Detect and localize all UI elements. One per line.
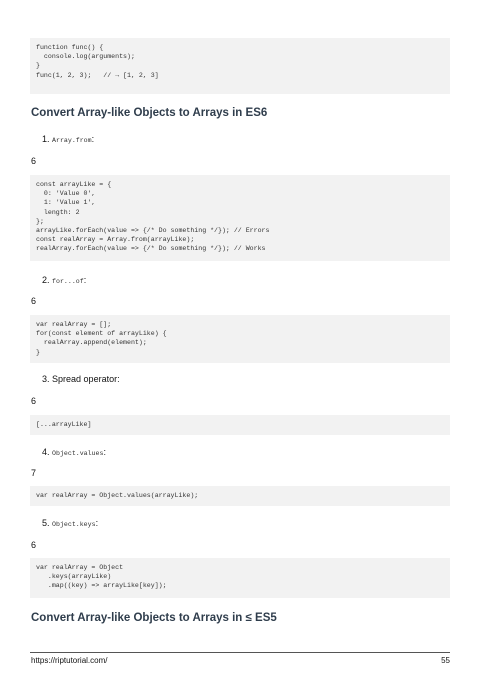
list-item-array-from — [42, 133, 94, 147]
code-block-array-from: const arrayLike = { 0: 'Value 0', 1: 'Value 1', length: 2 }; arrayLike.forEach(value => {/* Do something */}); // Errors const realArray = Array.from(arrayLike); realArray.forEach(value => {/* Do something */}); // Works — [30, 175, 450, 261]
code-block-func-arguments: function func() { console.log(arguments); } func(1, 2, 3); // → [1, 2, 3] — [30, 38, 450, 94]
list-item-object-keys — [42, 517, 98, 531]
version-label: 6 — [31, 296, 37, 306]
version-label: 6 — [31, 540, 37, 550]
inline-code: Object.values — [52, 450, 104, 457]
version-label: 6 — [31, 396, 37, 406]
code-block-object-keys: var realArray = Object .keys(arrayLike) .map((key) => arrayLike[key]); — [30, 558, 450, 598]
list-number: 2. — [42, 275, 50, 285]
list-item-for-of — [42, 274, 86, 288]
list-item-spread — [42, 373, 120, 385]
section-heading-es5: Convert Array-like Objects to Arrays in ≤ ES5 — [31, 612, 277, 624]
list-item-object-values — [42, 446, 106, 460]
list-suffix: : — [83, 275, 87, 285]
list-suffix: : — [103, 447, 106, 457]
list-suffix: : — [91, 134, 95, 144]
footer-url[interactable]: https://riptutorial.com/ — [31, 656, 108, 665]
version-label: 7 — [31, 468, 37, 478]
list-number: 1. — [42, 134, 50, 144]
code-block-spread: [...arrayLike] — [30, 415, 450, 435]
page-number: 55 — [441, 656, 450, 665]
footer-divider — [30, 652, 450, 653]
code-block-object-values: var realArray = Object.values(arrayLike); — [30, 486, 450, 506]
code-block-for-of: var realArray = []; for(const element of arrayLike) { realArray.append(element); } — [30, 315, 450, 363]
inline-code: Array.from — [52, 137, 92, 144]
list-text: Spread operator: — [52, 374, 120, 384]
inline-code: Object.keys — [52, 521, 96, 528]
list-number: 3. — [42, 374, 50, 384]
list-number: 4. — [42, 447, 50, 457]
list-suffix: : — [95, 518, 99, 528]
inline-code: for...of — [52, 278, 84, 285]
version-label: 6 — [31, 156, 37, 166]
list-number: 5. — [42, 518, 50, 528]
section-heading-es6: Convert Array-like Objects to Arrays in ES6 — [31, 107, 268, 119]
